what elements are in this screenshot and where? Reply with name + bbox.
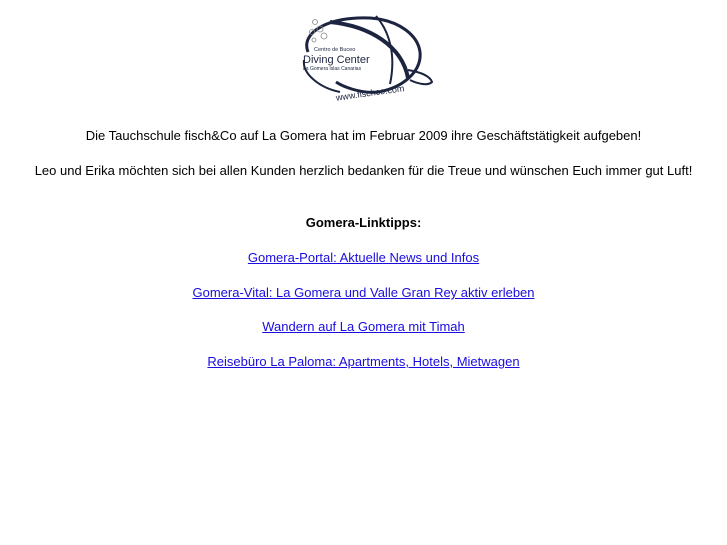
fischco-diving-center-logo [290, 12, 440, 108]
logo-text-diving-center: Diving Center [303, 54, 370, 66]
link-item [0, 319, 727, 335]
link-item [0, 250, 727, 266]
link-item [0, 285, 727, 301]
wandern-timah-link[interactable]: Wandern auf La Gomera mit Timah [262, 319, 465, 334]
link-item [0, 354, 727, 370]
logo-graphic [290, 12, 440, 108]
logo-text-location: La Gomera Islas Canarias [303, 66, 362, 72]
thanks-message: Leo und Erika möchten sich bei allen Kunden herzlich bedanken für die Treue und wünschen Euch immer gut Luft! [34, 163, 693, 178]
logo-text-url: www.fischco.com [335, 83, 405, 103]
gomera-portal-link[interactable]: Gomera-Portal: Aktuelle News und Infos [247, 250, 480, 265]
logo-text-centro: Centro de Buceo [314, 47, 356, 53]
closure-notice: Die Tauchschule fisch&Co auf La Gomera hat im Februar 2009 ihre Geschäftstätigkeit aufgeben! [85, 128, 642, 143]
reisebuero-la-paloma-link[interactable]: Reisebüro La Paloma: Apartments, Hotels, Mietwagen [207, 354, 520, 369]
links-heading: Gomera-Linktipps: [305, 215, 422, 230]
gomera-vital-link[interactable]: Gomera-Vital: La Gomera und Valle Gran Rey aktiv erleben [192, 285, 535, 300]
